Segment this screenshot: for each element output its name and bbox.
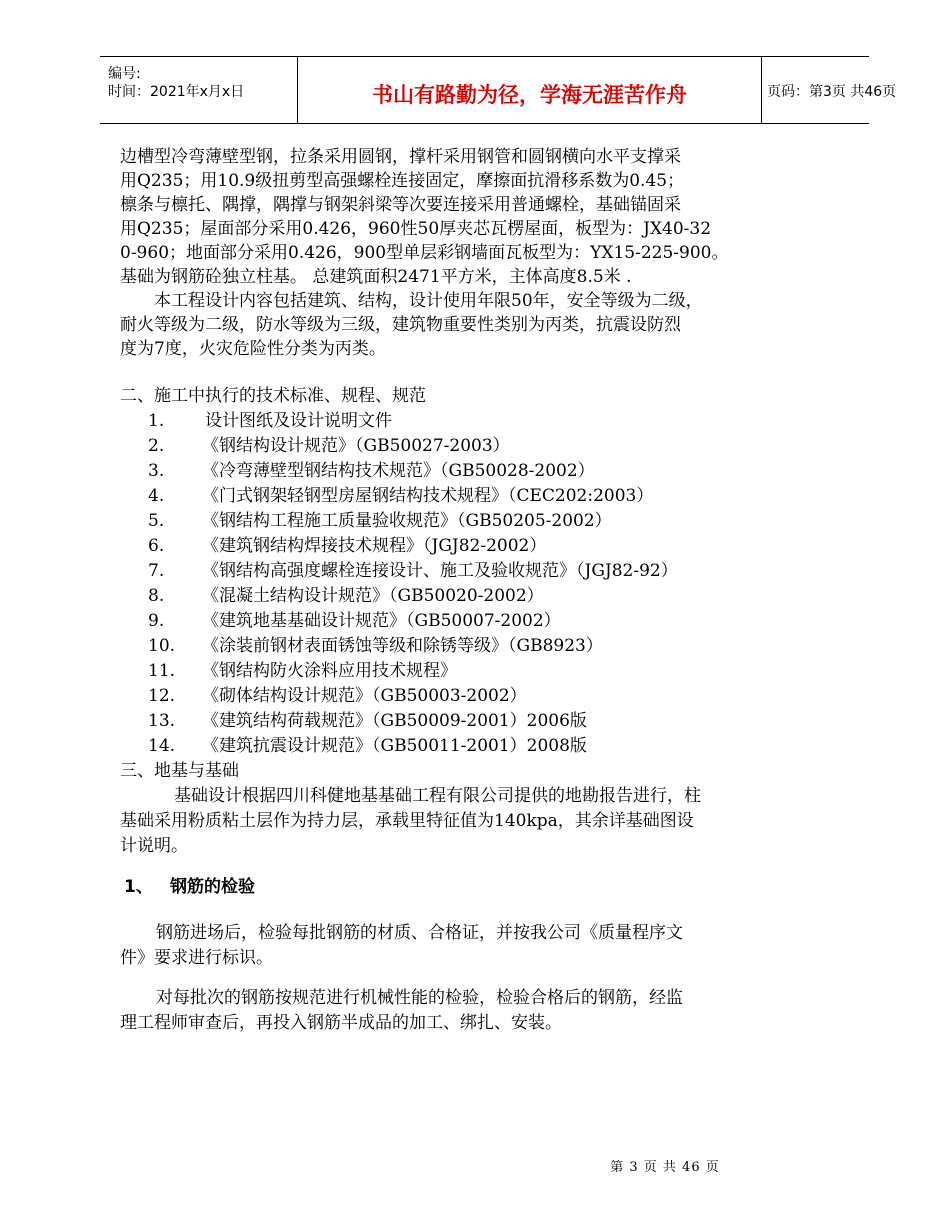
- item-text: 《建筑结构荷载规范》（GB50009-2001）2006版: [202, 711, 587, 731]
- list-item: [120, 534, 855, 559]
- item-number: 5.: [148, 511, 165, 531]
- subsection-title: 钢筋的检验: [170, 877, 255, 897]
- item-text: 《涂装前钢材表面锈蚀等级和除锈等级》（GB8923）: [202, 636, 603, 656]
- document-time-label: 时间：2021年x月x日: [108, 84, 245, 100]
- item-text: 《冷弯薄壁型钢结构技术规范》（GB50028-2002）: [202, 461, 595, 481]
- text-line: 用Q235；用10.9级扭剪型高强螺栓连接固定，摩擦面抗滑移系数为0.45；: [120, 171, 685, 191]
- intro-paragraph: [120, 145, 855, 289]
- item-number: 14.: [148, 736, 176, 756]
- text-line: 用Q235；屋面部分采用0.426，960性50厚夹芯瓦楞屋面，板型为：JX40-32: [120, 219, 712, 239]
- list-item: [120, 609, 855, 634]
- header-right-cell: [761, 57, 897, 123]
- item-number: 7.: [148, 561, 165, 581]
- rebar-inspection-paragraph: [120, 986, 855, 1036]
- item-number: 11.: [148, 661, 176, 681]
- text-line: 檩条与檩托、隅撑，隅撑与钢架斜梁等次要连接采用普通螺栓，基础锚固采: [120, 195, 681, 215]
- text-line: 度为7度，火灾危险性分类为丙类。: [120, 339, 386, 359]
- list-item: [120, 734, 855, 759]
- list-item: [120, 409, 855, 434]
- item-text: 《钢结构高强度螺栓连接设计、施工及验收规范》（JGJ82-92）: [202, 561, 678, 581]
- text-line: 耐火等级为二级，防水等级为三级，建筑物重要性类别为丙类，抗震设防烈: [120, 315, 681, 335]
- list-item: [120, 459, 855, 484]
- item-number: 3.: [148, 461, 165, 481]
- item-number: 6.: [148, 536, 165, 556]
- text-line: 基础设计根据四川科健地基基础工程有限公司提供的地勘报告进行，柱: [174, 786, 701, 806]
- list-item: [120, 634, 855, 659]
- section-3-title: 三、地基与基础: [120, 761, 239, 781]
- item-number: 10.: [148, 636, 176, 656]
- list-item: [120, 709, 855, 734]
- text-line: 边槽型冷弯薄壁型钢，拉条采用圆钢，撑杆采用钢管和圆钢横向水平支撑采: [120, 147, 681, 167]
- list-item: [120, 584, 855, 609]
- item-text: 《建筑抗震设计规范》（GB50011-2001）2008版: [202, 736, 587, 756]
- item-number: 8.: [148, 586, 165, 606]
- item-text: 《钢结构防火涂料应用技术规程》: [202, 661, 457, 681]
- text-line: 理工程师审查后，再投入钢筋半成品的加工、绑扎、安装。: [120, 1013, 562, 1033]
- item-number: 9.: [148, 611, 165, 631]
- item-number: 13.: [148, 711, 176, 731]
- item-text: 《砌体结构设计规范》（GB50003-2002）: [202, 686, 527, 706]
- section-2-title: 二、施工中执行的技术标准、规程、规范: [120, 386, 426, 406]
- header-left-cell: [100, 57, 297, 123]
- list-item: [120, 434, 855, 459]
- list-item: [120, 559, 855, 584]
- header-middle-cell: [297, 57, 762, 123]
- document-body: [120, 145, 855, 1036]
- list-item: [120, 484, 855, 509]
- list-item: [120, 509, 855, 534]
- text-line: 钢筋进场后，检验每批钢筋的材质、合格证，并按我公司《质量程序文: [156, 923, 683, 943]
- list-item: [120, 684, 855, 709]
- subsection-heading: [120, 874, 855, 900]
- header-motto: 书山有路勤为径，学海无涯苦作舟: [372, 83, 687, 107]
- item-text: 《混凝土结构设计规范》（GB50020-2002）: [202, 586, 544, 606]
- item-number: 12.: [148, 686, 176, 706]
- header-page-info: 页码：第3页 共46页: [767, 84, 897, 100]
- item-text: 《钢结构工程施工质量验收规范》（GB50205-2002）: [202, 511, 612, 531]
- design-paragraph: [120, 289, 855, 361]
- text-line: 基础采用粉质粘土层作为持力层，承载里特征值为140kpa，其余详基础图设: [120, 811, 694, 831]
- subsection-number: 1、: [124, 877, 153, 897]
- text-line: 计说明。: [120, 836, 188, 856]
- item-text: 《门式钢架轻钢型房屋钢结构技术规程》（CEC202:2003）: [202, 486, 654, 506]
- item-text: 《建筑地基基础设计规范》（GB50007-2002）: [202, 611, 561, 631]
- text-line: 本工程设计内容包括建筑、结构，设计使用年限50年，安全等级为二级，: [154, 291, 703, 311]
- list-item: [120, 659, 855, 684]
- page-header: [100, 56, 897, 124]
- text-line: 基础为钢筋砼独立柱基。 总建筑面积2471平方米，主体高度8.5米 .: [120, 267, 632, 287]
- standards-list: [120, 409, 855, 759]
- item-number: 1.: [148, 411, 165, 431]
- item-text: 《钢结构设计规范》（GB50027-2003）: [202, 436, 510, 456]
- text-line: 件》要求进行标识。: [120, 948, 273, 968]
- text-line: 0-960；地面部分采用0.426，900型单层彩钢墙面瓦板型为：YX15-225-900。: [120, 243, 729, 263]
- item-number: 2.: [148, 436, 165, 456]
- text-line: 对每批次的钢筋按规范进行机械性能的检验，检验合格后的钢筋，经监: [156, 988, 683, 1008]
- rebar-entry-paragraph: [120, 921, 855, 971]
- item-text: 《建筑钢结构焊接技术规程》（JGJ82-2002）: [202, 536, 547, 556]
- item-text: 设计图纸及设计说明文件: [205, 411, 392, 431]
- item-number: 4.: [148, 486, 165, 506]
- foundation-paragraph: [120, 784, 855, 859]
- document-number-label: 编号:: [108, 66, 141, 82]
- page-footer: 第 3 页 共 46 页: [610, 1160, 720, 1175]
